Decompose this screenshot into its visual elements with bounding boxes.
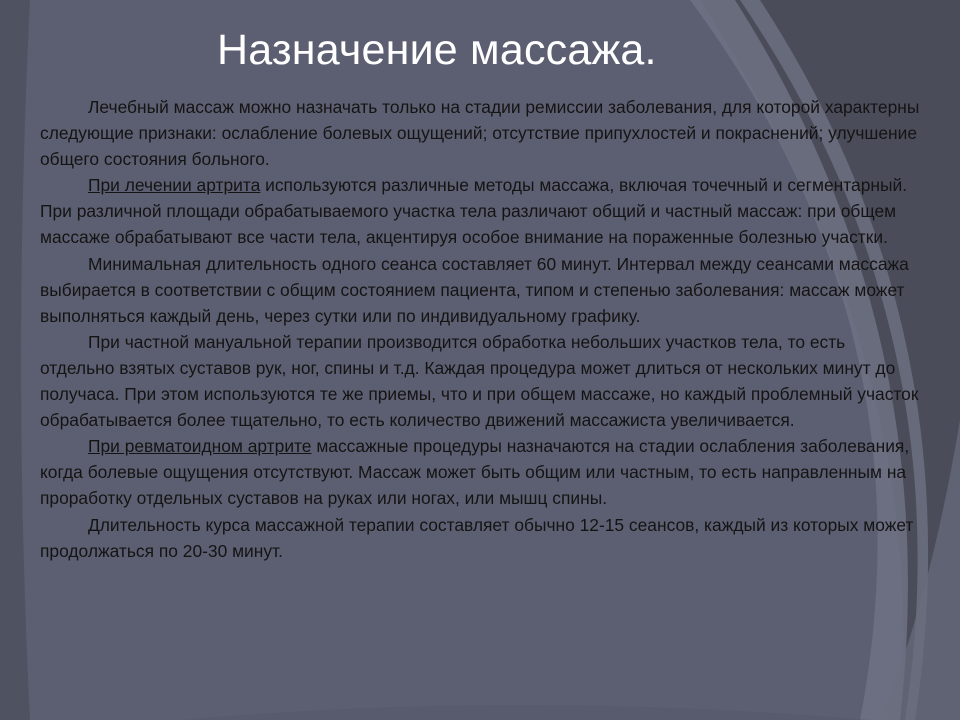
paragraph-5-text: массажные процедуры назначаются на стадии ослабления заболевания, когда болевые ощущения отсутствуют. Массаж может быть общим или частным, то есть направленным на проработку отдельных суставов на руках или ногах, или мышц спины. [40,436,910,509]
paragraph-3 [40,251,920,329]
paragraph-4 [40,329,920,433]
paragraph-6-text: Длительность курса массажной терапии составляет обычно 12-15 сеансов, каждый из которых может продолжаться по 20-30 минут. [40,514,914,561]
paragraph-2-text: используются различные методы массажа, включая точечный и сегментарный. При различной площади обрабатываемого участка тела различают общий и частный массаж: при общем массаже обрабатывают все части тела, акцентируя особое внимание на пораженные болезнью участки. [40,175,908,248]
paragraph-5 [40,433,920,511]
rheumatoid-arthritis-link[interactable]: При ревматоидном артрите [88,436,312,457]
slide-body [40,94,920,564]
paragraph-2 [40,172,920,250]
paragraph-4-text: При частной мануальной терапии производится обработка небольших участков тела, то есть отдельно взятых суставов рук, ног, спины и т.д. Каждая процедура может длиться от нескольких минут до получаса. При этом используются те же приемы, что и при общем массаже, но каждый проблемный участок обрабатывается более тщательно, то есть количество движений массажиста увеличивается. [40,331,919,431]
paragraph-6 [40,512,920,564]
slide-title: Назначение массажа. [217,26,657,74]
arthritis-link[interactable]: При лечении артрита [88,175,261,196]
paragraph-1 [40,94,920,172]
paragraph-1-text: Лечебный массаж можно назначать только на стадии ремиссии заболевания, для которой характерны следующие признаки: ослабление болевых ощущений; отсутствие припухлостей и покраснений; улучшение общего состояния больного. [40,97,920,170]
paragraph-3-text: Минимальная длительность одного сеанса составляет 60 минут. Интервал между сеансами массажа выбирается в соответствии с общим состоянием пациента, типом и степенью заболевания: массаж может выполняться каждый день, через сутки или по индивидуальному графику. [40,253,909,326]
